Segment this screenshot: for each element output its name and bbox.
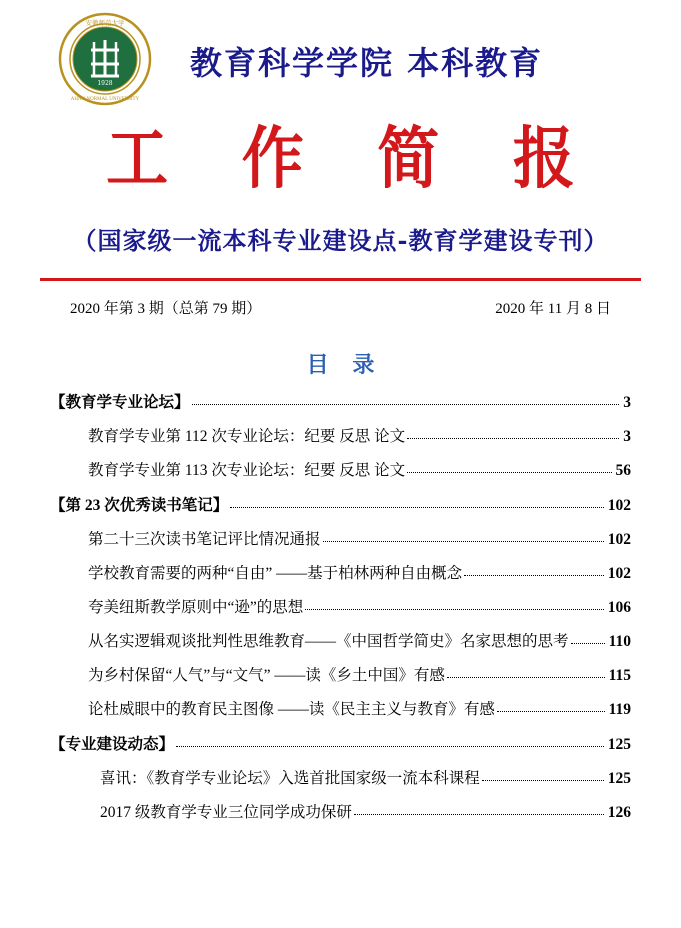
- toc-entry-label: 【第 23 次优秀读书笔记】: [50, 496, 229, 514]
- toc-entry-label: 学校教育需要的两种“自由” ——基于柏林两种自由概念: [88, 564, 463, 582]
- toc-entry-label: 第二十三次读书笔记评比情况通报: [88, 530, 321, 548]
- toc-entry[interactable]: [50, 530, 631, 550]
- svg-text:AHNU NORMAL UNIVERSITY: AHNU NORMAL UNIVERSITY: [70, 97, 140, 102]
- contents-heading: 目 录: [306, 352, 383, 379]
- toc-leader-dots: [192, 392, 620, 405]
- toc-entry-page: 3: [623, 428, 631, 446]
- toc-entry-page: 126: [607, 803, 631, 821]
- toc-leader-dots: [323, 529, 604, 542]
- toc-leader-dots: [447, 666, 605, 679]
- issue-date: 2020 年 11 月 8 日: [495, 301, 611, 318]
- toc-entry-label: 从名实逻辑观谈批判性思维教育——《中国哲学简史》名家思想的思考: [88, 633, 569, 651]
- bulletin-subtitle: （国家级一流本科专业建设点-教育学建设专刊）: [72, 226, 609, 256]
- toc-entry-page: 110: [608, 633, 631, 651]
- toc-entry-page: 106: [607, 598, 631, 616]
- toc-entry-page: 102: [607, 564, 631, 582]
- toc-leader-dots: [464, 563, 604, 576]
- toc-entry[interactable]: [50, 632, 631, 652]
- toc-entry[interactable]: [50, 769, 631, 789]
- toc-entry-page: 125: [607, 769, 631, 787]
- issue-info-row: [40, 297, 641, 318]
- toc-entry[interactable]: [50, 803, 631, 823]
- bulletin-big-title: 工 作 简 报: [106, 119, 601, 198]
- toc-entry-label: 为乡村保留“人气”与“文气” ——读《乡土中国》有感: [88, 667, 445, 685]
- toc-leader-dots: [407, 427, 619, 440]
- toc-entry[interactable]: [50, 700, 631, 720]
- toc-entry-label: 夸美纽斯教学原则中“逊”的思想: [88, 598, 304, 616]
- toc-leader-dots: [497, 700, 605, 713]
- toc-entry-label: 教育学专业第 113 次专业论坛：纪要 反思 论文: [88, 462, 406, 480]
- toc-entry[interactable]: [50, 427, 631, 447]
- toc-entry-page: 102: [607, 496, 631, 514]
- toc-leader-dots: [571, 631, 605, 644]
- toc-entry[interactable]: [50, 496, 631, 516]
- toc-entry-label: 教育学专业第 112 次专业论坛：纪要 反思 论文: [88, 428, 406, 446]
- toc-leader-dots: [305, 597, 603, 610]
- toc-entry[interactable]: [50, 598, 631, 618]
- toc-entry[interactable]: [50, 735, 631, 755]
- toc-leader-dots: [354, 802, 604, 815]
- toc-entry-page: 56: [615, 462, 631, 480]
- toc-leader-dots: [176, 734, 604, 747]
- toc-entry-page: 102: [607, 530, 631, 548]
- table-of-contents: [40, 393, 641, 823]
- toc-entry-label: 论杜威眼中的教育民主图像 ——读《民主主义与教育》有感: [88, 701, 495, 719]
- toc-entry-page: 115: [608, 667, 631, 685]
- masthead-title: 教育科学学院 本科教育: [190, 44, 544, 82]
- toc-leader-dots: [230, 495, 603, 508]
- university-seal-icon: [58, 12, 152, 106]
- toc-entry-label: 2017 级教育学专业三位同学成功保研: [100, 803, 352, 821]
- toc-leader-dots: [407, 461, 611, 474]
- toc-entry-page: 3: [623, 394, 631, 412]
- toc-leader-dots: [482, 768, 604, 781]
- red-divider: [40, 278, 641, 281]
- svg-text:1928: 1928: [97, 80, 113, 87]
- toc-entry[interactable]: [50, 393, 631, 413]
- issue-number: 2020 年第 3 期（总第 79 期）: [70, 301, 262, 318]
- toc-entry-label: 【教育学专业论坛】: [50, 394, 190, 412]
- masthead: [40, 0, 641, 120]
- toc-entry[interactable]: [50, 666, 631, 686]
- toc-entry-label: 【专业建设动态】: [50, 735, 175, 753]
- toc-entry-page: 119: [608, 701, 631, 719]
- toc-entry[interactable]: [50, 461, 631, 481]
- toc-entry-label: 喜讯：《教育学专业论坛》入选首批国家级一流本科课程: [100, 769, 480, 787]
- svg-text:安徽师范大学: 安徽师范大学: [85, 19, 125, 27]
- toc-entry-page: 125: [607, 735, 631, 753]
- toc-entry[interactable]: [50, 564, 631, 584]
